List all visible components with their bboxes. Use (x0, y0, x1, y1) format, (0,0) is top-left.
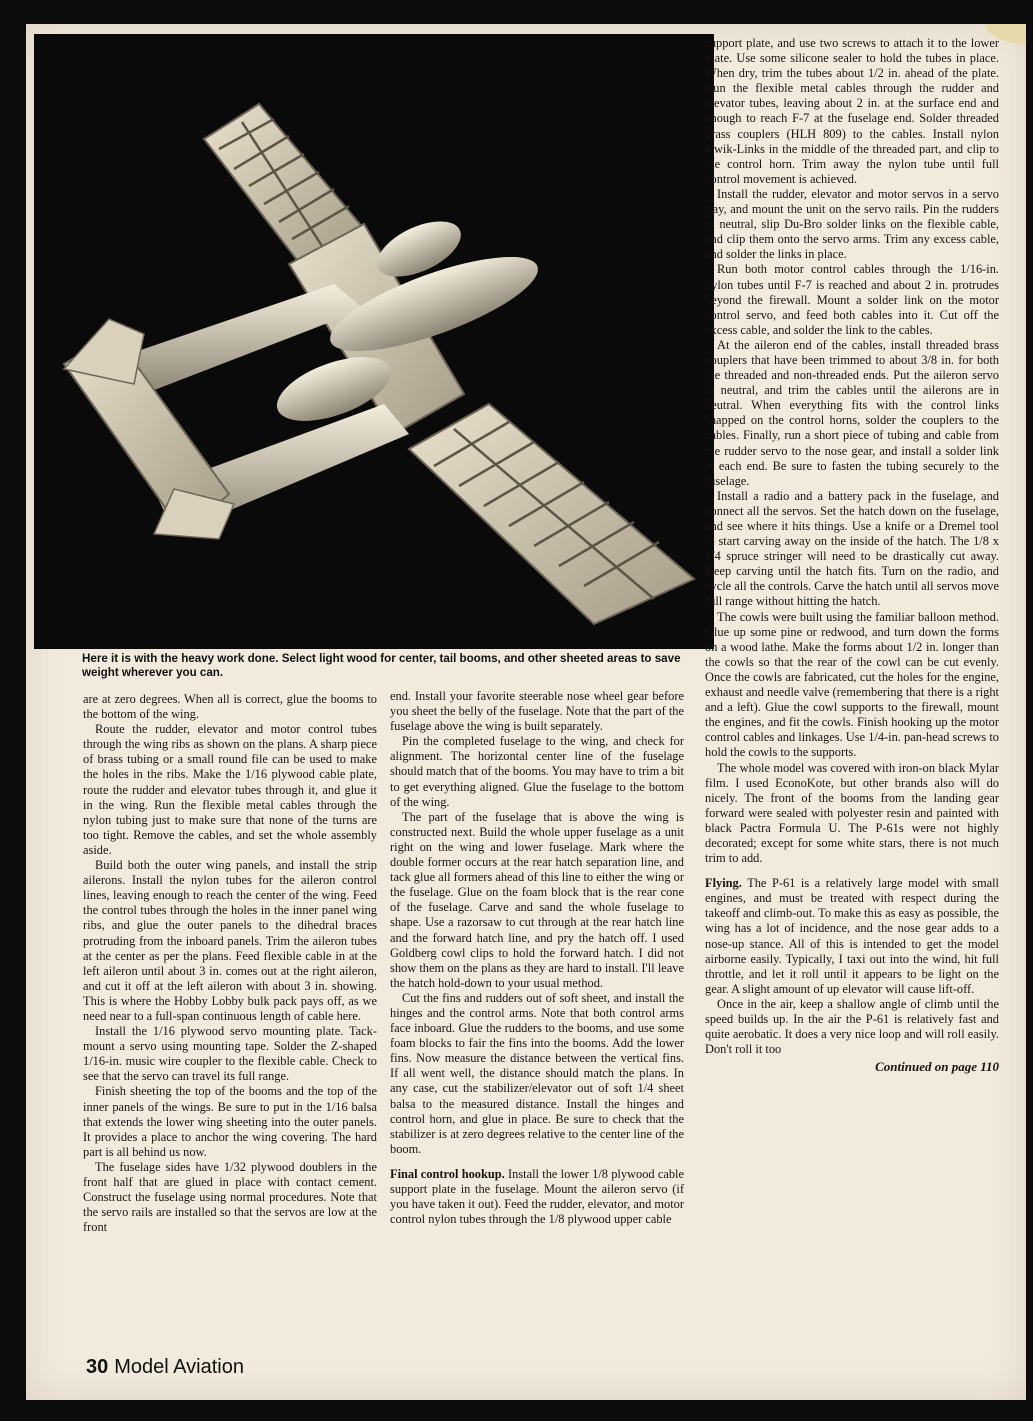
page-number: 30 (86, 1356, 109, 1378)
continued-note: Continued on page 110 (875, 1059, 999, 1075)
paragraph: Route the rudder, elevator and motor control tubes through the wing ribs as shown on the plans. A sharp piece of brass tubing or a small round file can be used to make the holes in the ribs. Make the 1/16 plywood cable plate, route the rudder and elevator tubes through it, and glue it in the wing. Run the flexible metal cables through the nylon tubing just to make sure that none of the turns are too tight. Remove the cables, and set the whole assembly aside. (83, 722, 377, 857)
paragraph: are at zero degrees. When all is correct, glue the booms to the bottom of the wing. (83, 692, 377, 722)
paragraph: Once in the air, keep a shallow angle of climb until the speed builds up. In the air the P-61 is relatively fast and quite aerobatic. It does a very nice loop and will roll easily. Don't roll it too (705, 996, 999, 1057)
paragraph: The part of the fuselage that is above the wing is constructed next. Build the whole upper fuselage as a unit right on the wing and lower fuselage. Mark where the double former occurs at the rear hatch separation line, and tack glue all formers ahead of this line to either the wing or the fuselage. Glue on the foam block that is the rear cone of the fuselage. Carve and sand the whole fuselage to shape. Use a razorsaw to cut through at the rear hatch line and the forward hatch line, and pry the hatch off. I used Goldberg cowl clips to hold the forward hatch. I did not show them on the plans as they are hard to install. I'll leave the hatch hold-down to your usual method. (390, 809, 684, 990)
paragraph: Cut the fins and rudders out of soft sheet, and install the hinges and the control arms. Note that both control arms face inboard. Glue the rudders to the booms, and use some foam blocks to fair the fins into the booms. Add the lower fins. Now measure the distance between the vertical fins. If all went well, the distance should match the plans. In any case, cut the stabilizer/elevator out of soft 1/4 sheet balsa to the measured distance. Install the hinges and control horn, and glue in place. Be sure to check that the stabilizer is at zero degrees relative to the center line of the boom. (390, 990, 684, 1156)
paragraph: Build both the outer wing panels, and install the strip ailerons. Install the nylon tubes for the aileron control lines, leaving enough to reach the center of the wing. Feed the control tubes through the holes in the inner panel wing ribs, and glue the outer panels to the dihedral braces protruding from the inboard panels. Trim the aileron tubes at the center as per the plans. Feed flexible cable in at the left aileron until about 3 in. comes out at the right aileron, and cut it off at the left aileron with about 3 in. showing. This is where the Hobby Lobby bulk pack pays off, as we need near to a full-span continuous length of cable here. (83, 858, 377, 1023)
photo-caption: Here it is with the heavy work done. Select light wood for center, tail booms, and other sheeted areas to save weight wherever you can. (82, 652, 681, 679)
paragraph-final-control: Final control hookup. Install the lower 1/8 plywood cable support plate in the fuselage. Mount the aileron servo (if you have taken it out). Feed the rudder, elevator, and motor control nylon tubes through the 1/8 plywood upper cable (390, 1166, 684, 1227)
text-column-1 (83, 692, 377, 1235)
page-footer (86, 1356, 244, 1379)
section-heading: Final control hookup. (390, 1166, 505, 1181)
paragraph: Install a radio and a battery pack in the fuselage, and connect all the servos. Set the hatch down on the fuselage, and see where it hits things. Use a knife or a Dremel tool to start carving away on the inside of the hatch. The 1/8 x 1/4 spruce stringer will need to be drastically cut away. Keep carving until the hatch fits. Turn on the radio, and cycle all the controls. Carve the hatch until all servos move full range without hitting the hatch. (705, 488, 999, 609)
paragraph: The fuselage sides have 1/32 plywood doublers in the front half that are glued in place with contact cement. Construct the fuselage using normal procedures. Note that the servo rails are installed so that the servos are low at the front (83, 1159, 377, 1235)
airplane-photo (34, 34, 714, 649)
paragraph: support plate, and use two screws to attach it to the lower plate. Use some silicone sealer to hold the tubes in place. When dry, trim the tubes about 1/2 in. ahead of the plate. Run the flexible metal cables through the rudder and elevator tubes, leaving about 2 in. at the surface end and enough to reach F-7 at the fuselage end. Solder threaded brass couplers (HLH 809) to the cables. Install nylon Kwik-Links in the middle of the threaded part, and clip to the control horn. Trim away the nylon tube until full control movement is achieved. (705, 36, 999, 186)
paragraph: end. Install your favorite steerable nose wheel gear before you sheet the belly of the fuselage. Note that the part of the fuselage above the wing is built separately. (390, 689, 684, 734)
paragraph: Install the 1/16 plywood servo mounting plate. Tack-mount a servo using mounting tape. Solder the Z-shaped 1/16-in. music wire coupler to the flexible cable. Check to see that the servo can travel its full range. (83, 1024, 377, 1084)
magazine-page (26, 24, 1026, 1400)
text-column-2 (390, 689, 684, 1227)
section-heading: Flying. (705, 876, 742, 891)
paragraph: The cowls were built using the familiar balloon method. Glue up some pine or redwood, and turn down the forms on a wood lathe. Make the forms about 1/2 in. longer than the cowls so that the rear of the cowl can be cut evenly. Once the cowls are fabricated, cut the holes for the engine, exhaust and needle valve (remembering that there is a right and a left). Glue the cowl supports to the firewall, mount the engines, and fit the cowls. Finish hooking up the motor control cables and linkages. Use 1/4-in. pan-head screws to hold the cowls to the supports. (705, 609, 999, 760)
magazine-title: Model Aviation (114, 1356, 244, 1378)
paragraph: Run both motor control cables through the 1/16-in. nylon tubes until F-7 is reached and about 2 in. protrudes beyond the firewall. Mount a solder link on the motor control servo, and feed both cables into it. Cut off the excess cable, and solder the link to the cables. (705, 262, 999, 337)
paragraph: At the aileron end of the cables, install threaded brass couplers that have been trimmed to about 3/8 in. for both the threaded and non-threaded ends. Put the aileron servo in neutral, and trim the cables until the ailerons are in neutral. When everything fits with the control links snapped on the control horns, solder the couplers to the cables. Finally, run a short piece of tubing and cable from the rudder servo to the nose gear, and install a solder link at each end. Be sure to fasten the tubing securely to the fuselage. (705, 337, 999, 488)
paragraph: Install the rudder, elevator and motor servos in a servo tray, and mount the unit on the servo rails. Pin the rudders in neutral, slip Du-Bro solder links on the flexible cable, and clip them onto the servo arms. Trim any excess cable, and solder the links in place. (705, 186, 999, 262)
paragraph-flying: Flying. The P-61 is a relatively large model with small engines, and must be treated with respect during the takeoff and climb-out. To make this as easy as possible, the wing has a lot of incidence, and the nose gear adds to a nose-up stance. All of this is intended to get the model airborne easily. Typically, I taxi out into the wind, hit full throttle, and let it roll until it appears to be light on the gear. A slight amount of up elevator will cause lift-off. (705, 876, 999, 996)
paragraph: Pin the completed fuselage to the wing, and check for alignment. The horizontal center line of the fuselage should match that of the booms. You may have to trim a bit to get everything aligned. Glue the fuselage to the bottom of the wing. (390, 734, 684, 809)
right-wing-panel (409, 404, 694, 624)
paragraph: The whole model was covered with iron-on black Mylar film. I used EconoKote, but other brands also will do nicely. The front of the booms from the landing gear forward were sealed with polyester resin and painted with black Pactra Formula U. The P-61s were not highly decorated; except for some white stars, there is not much trim to add. (705, 760, 999, 866)
paragraph: Finish sheeting the top of the booms and the top of the inner panels of the wings. Be sure to put in the 1/16 balsa that extends the lower wing sheeting into the outer panels. It provides a place to anchor the wing covering. The hard part is all behind us now. (83, 1084, 377, 1159)
text-column-3 (705, 36, 999, 1074)
